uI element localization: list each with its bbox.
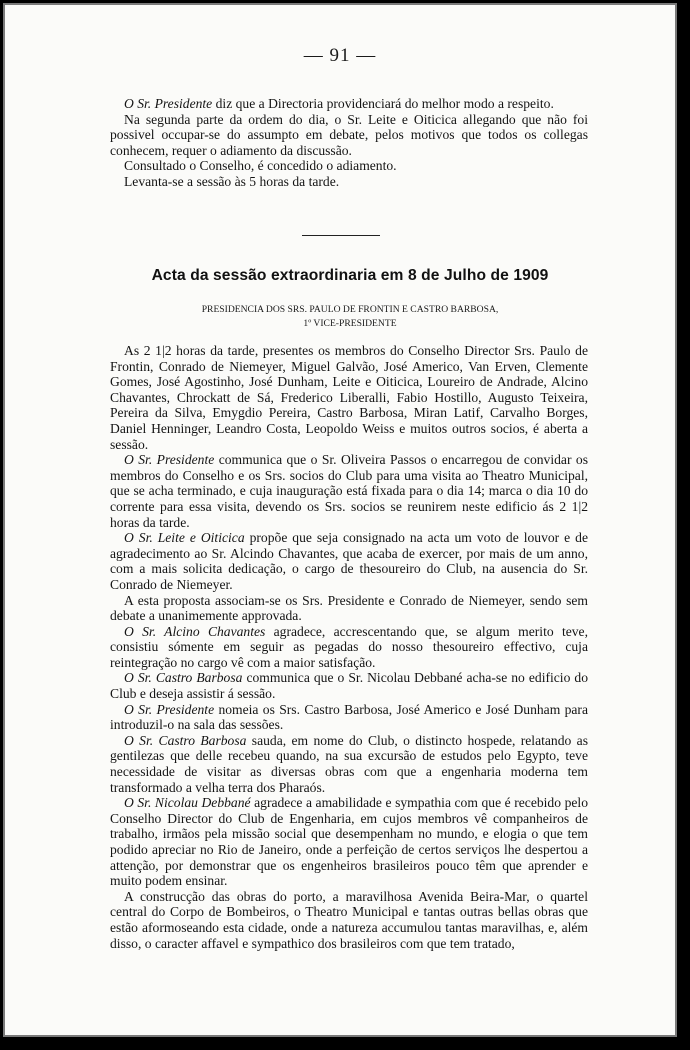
paragraph-text: A esta proposta associam-se os Srs. Presidente e Conrado de Niemeyer, sendo sem debate a unanimemente approvada. bbox=[110, 592, 588, 624]
paragraph bbox=[110, 670, 588, 701]
paragraph-text: A construcção das obras do porto, a maravilhosa Avenida Beira-Mar, o quartel central do Corpo de Bombeiros, o Theatro Municipal e tantas outras bellas obras que estão aformoseando esta cidade, onde a natureza accumulou tantas maravilhas, e, além disso, o caracter affavel e sympathico dos brasileiros com que tem tratado, bbox=[110, 888, 588, 951]
paragraph bbox=[110, 795, 588, 889]
speaker-name: O Sr. Presidente bbox=[124, 452, 215, 468]
paragraph bbox=[110, 733, 588, 795]
paragraph bbox=[110, 624, 588, 671]
paragraph bbox=[110, 158, 588, 174]
paragraph-text: diz que a Directoria providenciará do melhor modo a respeito. bbox=[212, 96, 554, 111]
paragraph bbox=[110, 112, 588, 159]
presidency-header bbox=[109, 303, 591, 331]
speaker-name: O Sr. Presidente bbox=[124, 96, 213, 111]
previous-minutes-ending bbox=[110, 96, 588, 190]
presidency-line: PRESIDENCIA DOS SRS. PAULO DE FRONTIN E CASTRO BARBOSA, bbox=[201, 304, 499, 315]
paragraph bbox=[110, 702, 588, 733]
minutes-title: Acta da sessão extraordinaria em 8 de Julho de 1909 bbox=[151, 267, 549, 284]
paragraph-text: sauda, em nome do Club, o distincto hospede, relatando as gentilezas que delle recebeu quando, na sua excursão de estudos pelo Egypto, teve necessidade de visitar as diversas obras com que a engenharia moderna tem transformado a velha terra dos Pharaós. bbox=[110, 732, 588, 795]
paragraph-text: Consultado o Conselho, é concedido o adiamento. bbox=[124, 158, 397, 174]
section-divider bbox=[302, 235, 380, 236]
speaker-name: O Sr. Leite e Oiticica bbox=[124, 530, 245, 546]
speaker-name: O Sr. Nicolau Debbané bbox=[124, 795, 251, 811]
paragraph-text: Levanta-se a sessão às 5 horas da tarde. bbox=[124, 173, 340, 189]
paragraph bbox=[110, 593, 588, 624]
paragraph-text: As 2 1|2 horas da tarde, presentes os membros do Conselho Director Srs. Paulo de Frontin, Conrado de Niemeyer, Miguel Galvão, José Americo, Van Erven, Clemente Gomes, José Agostinho, José Dunham, Leite e Oiticica, Loureiro de Andrade, Alcino Chavantes, Chrockatt de Sá, Frederico Liberalli, Fabio Hostillo, Augusto Teixeira, Pereira da Silva, Emygdio Pereira, Castro Barbosa, Miran Latif, Carvalho Borges, Daniel Henninger, Leandro Costa, Leopoldo Weiss e muitos outros socios, é aberta a sessão. bbox=[110, 343, 588, 452]
paragraph-text: agradece a amabilidade e sympathia com que é recebido pelo Conselho Director do Club de Engenharia, em cujos membros vê companheiros de trabalho, irmãos pela missão social que desempenham no mundo, e elogia o que tem podido apreciar no Rio de Janeiro, onde a perfeição de certos serviços lhe despertou a attenção, por demonstrar que os engenheiros brasileiros pouco têm que aprender e muito podem ensinar. bbox=[110, 795, 588, 889]
minutes-body bbox=[110, 343, 588, 951]
paragraph bbox=[110, 530, 588, 592]
speaker-name: O Sr. Alcino Chavantes bbox=[124, 623, 266, 639]
document-page bbox=[3, 3, 677, 1037]
paragraph bbox=[110, 96, 588, 112]
paragraph-text: nomeia os Srs. Castro Barbosa, José Americo e José Dunham para introduzil-o na sala das sessões. bbox=[110, 701, 588, 733]
paragraph-text: propõe que seja consignado na acta um voto de louvor e de agradecimento ao Sr. Alcindo Chavantes, que acaba de exercer, por mais de um anno, com a mais solicita dedicação, o cargo de thesoureiro do Club, na ausencia do Sr. Conrado de Niemeyer. bbox=[110, 530, 588, 592]
paragraph-text: communica que o Sr. Nicolau Debbané acha-se no edificio do Club e deseja assistir á sessão. bbox=[110, 670, 588, 702]
presidency-line: 1º VICE-PRESIDENTE bbox=[303, 318, 397, 329]
paragraph-text: communica que o Sr. Oliveira Passos o encarregou de convidar os membros do Conselho e os Srs. socios do Club para uma visita ao Theatro Municipal, que se acha terminado, e cuja inauguração está fixada para o dia 14; marca o dia 10 do corrente para essa visita, devendo os Srs. socios se reunirem neste edificio ás 2 1|2 horas da tarde. bbox=[110, 452, 588, 530]
paragraph-text: agradece, accrescentando que, se algum merito teve, consistiu sómente em seguir as pegadas do nosso thesoureiro effectivo, cuja reintegração no cargo vê com a maior satisfação. bbox=[110, 623, 588, 670]
speaker-name: O Sr. Castro Barbosa bbox=[124, 670, 243, 686]
paragraph bbox=[110, 452, 588, 530]
paragraph bbox=[110, 343, 588, 452]
speaker-name: O Sr. Presidente bbox=[124, 701, 215, 717]
paragraph bbox=[110, 889, 588, 951]
speaker-name: O Sr. Castro Barbosa bbox=[124, 732, 247, 748]
page-number: — 91 — bbox=[303, 45, 377, 66]
paragraph bbox=[110, 174, 588, 190]
paragraph-text: Na segunda parte da ordem do dia, o Sr. Leite e Oiticica allegando que não foi possivel occupar-se do assumpto em debate, pelos motivos que todos os collegas conhecem, requer o adiamento da discussão. bbox=[110, 111, 588, 158]
